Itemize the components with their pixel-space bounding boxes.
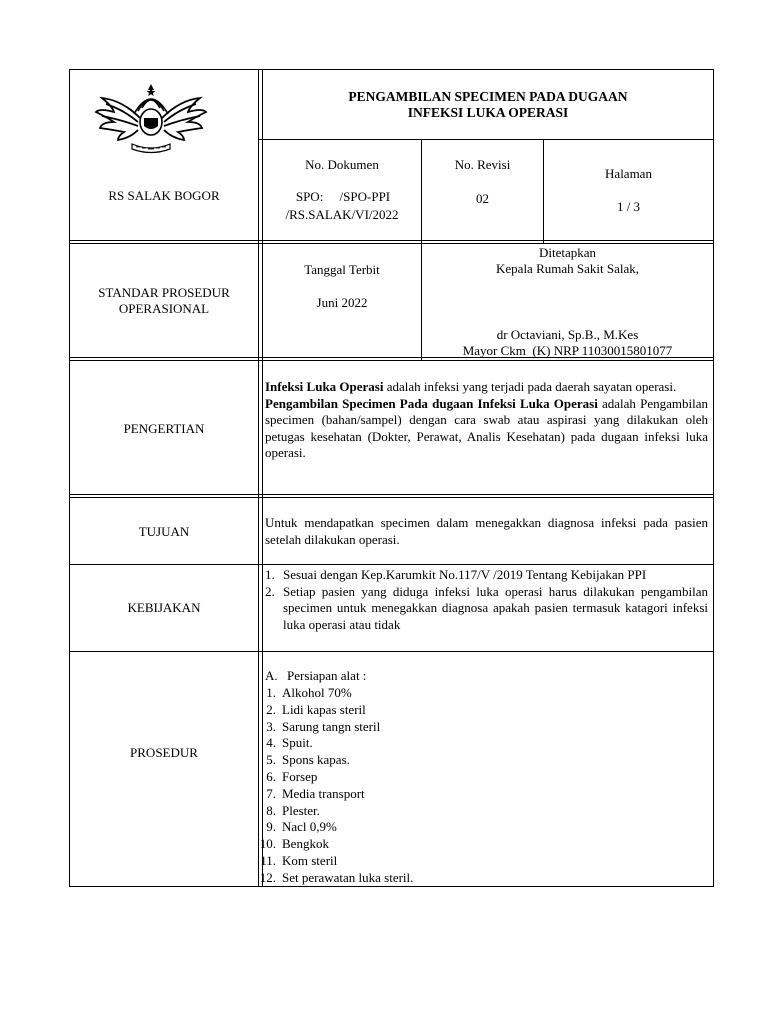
prosedur-item [252, 803, 552, 820]
spo-label-line1: STANDAR PROSEDUR [98, 285, 230, 300]
prosedur-item [252, 685, 552, 702]
document-title [263, 70, 713, 139]
rule-title-bottom [258, 139, 714, 140]
prosedur-item [252, 853, 552, 870]
prosedur-item-number: 11. [260, 852, 276, 868]
pengertian-term2: Pengambilan Specimen Pada dugaan Infeksi Luka Operasi [265, 395, 598, 411]
prosedur-item-number: 8. [266, 802, 276, 818]
rule-spo-bottom-double [69, 360, 714, 361]
rule-pengertian-bottom-double [69, 497, 714, 498]
hospital-logo [92, 78, 210, 156]
pengertian-term1: Infeksi Luka Operasi [265, 379, 384, 394]
prosedur-item-text: Nacl 0,9% [282, 819, 337, 835]
prosedur-item-text: Bengkok [282, 836, 329, 852]
prosedur-item-text: Spuit. [282, 735, 313, 751]
prosedur-item-number: 6. [266, 768, 276, 784]
prosedur-item-number: 3. [266, 718, 276, 734]
prosedur-item-text: Plester. [282, 802, 320, 818]
rule-kebijakan-bottom [69, 651, 714, 652]
prosedur-section-heading [265, 668, 565, 685]
kebijakan-item-number: 1. [265, 567, 275, 582]
prosedur-section-title: Persiapan alat : [287, 668, 367, 683]
signatory-name: dr Octaviani, Sp.B., M.Kes [496, 327, 639, 342]
tanggal-terbit-value: Juni 2022 [316, 295, 368, 310]
prosedur-item [252, 786, 552, 803]
rule-header-bottom-double [69, 243, 714, 244]
kebijakan-list [265, 567, 708, 633]
pengertian-text1: adalah infeksi yang terjadi pada daerah sayatan operasi. [383, 379, 677, 394]
spo-label [70, 285, 258, 317]
tujuan-text: Untuk mendapatkan specimen dalam menegakkan diagnosa infeksi pada pasien setelah dilakukan operasi. [265, 515, 708, 547]
prosedur-item-number: 4. [266, 735, 276, 751]
kepala-rs-title: Kepala Rumah Sakit Salak, [496, 261, 639, 276]
kebijakan-item [265, 584, 708, 634]
no-revisi-label: No. Revisi [454, 157, 511, 172]
rule-revisi-right [543, 139, 544, 243]
prosedur-item-number: 1. [266, 685, 276, 700]
prosedur-item-text: Sarung tangn steril [282, 718, 381, 734]
halaman-value: 1 / 3 [616, 199, 641, 214]
prosedur-item-text: Forsep [282, 768, 318, 784]
hospital-name: RS SALAK BOGOR [108, 188, 220, 203]
prosedur-section-letter: A. [265, 668, 278, 683]
prosedur-item-text: Media transport [282, 785, 365, 801]
document-title-line2: INFEKSI LUKA OPERASI [407, 104, 569, 120]
prosedur-item [252, 819, 552, 836]
prosedur-item-number: 2. [266, 701, 276, 717]
no-dokumen-line1: SPO: /SPO-PPI [295, 189, 391, 204]
pengertian-label: PENGERTIAN [123, 421, 205, 436]
spo-label-line2: OPERASIONAL [118, 301, 210, 316]
kebijakan-item-text: Sesuai dengan Kep.Karumkit No.117/V /2019 Tentang Kebijakan PPI [283, 567, 647, 582]
prosedur-item-number: 10. [259, 836, 276, 852]
prosedur-item [252, 769, 552, 786]
pengertian-text2: adalah Pengambilan specimen (bahan/sampel) dengan cara swab atau aspirasi yang dilakukan oleh petugas kesehatan (Dokter, Perawat, Analis Kesehatan) pada dugaan infeksi luka operasi. [265, 395, 708, 460]
ditetapkan-label: Ditetapkan [538, 245, 597, 260]
prosedur-item [252, 719, 552, 736]
rule-tujuan-bottom [69, 564, 714, 565]
prosedur-item-text: Set perawatan luka steril. [282, 869, 414, 885]
kebijakan-label: KEBIJAKAN [127, 600, 201, 615]
kebijakan-item-number: 2. [265, 583, 275, 599]
tujuan-label: TUJUAN [138, 524, 190, 539]
prosedur-item-number: 5. [266, 752, 276, 768]
eagle-emblem-icon [92, 78, 210, 156]
kebijakan-item-text: Setiap pasien yang diduga infeksi luka operasi harus dilakukan pengambilan specimen untuk menegakkan diagnosa apakah pasien termasuk katagori infeksi luka operasi atau tidak [283, 583, 708, 632]
halaman-label: Halaman [605, 166, 652, 181]
prosedur-item-list [252, 685, 552, 887]
prosedur-label: PROSEDUR [130, 745, 198, 760]
prosedur-item [252, 870, 552, 887]
rule-pengertian-bottom [69, 494, 714, 495]
prosedur-item-number: 9. [266, 819, 276, 835]
tanggal-terbit-label: Tanggal Terbit [304, 262, 380, 277]
prosedur-item-text: Spons kapas. [282, 752, 350, 768]
no-revisi-value: 02 [476, 191, 489, 206]
prosedur-item [252, 702, 552, 719]
prosedur-item [252, 752, 552, 769]
rule-header-bottom [69, 240, 714, 241]
prosedur-item-text: Kom steril [282, 852, 338, 868]
prosedur-item-number: 7. [266, 785, 276, 801]
prosedur-item [252, 836, 552, 853]
no-dokumen-label: No. Dokumen [305, 157, 379, 172]
signatory-rank: Mayor Ckm (K) NRP 11030015801077 [462, 343, 673, 358]
prosedur-item [252, 735, 552, 752]
prosedur-item-number: 12. [259, 869, 276, 885]
prosedur-item-text: Alkohol 70% [282, 685, 352, 700]
prosedur-item-text: Lidi kapas steril [282, 701, 366, 717]
document-title-line1: PENGAMBILAN SPECIMEN PADA DUGAAN [348, 88, 628, 104]
kebijakan-item [265, 567, 708, 584]
pengertian-text [265, 379, 708, 462]
no-dokumen-line2: /RS.SALAK/VI/2022 [285, 207, 399, 222]
